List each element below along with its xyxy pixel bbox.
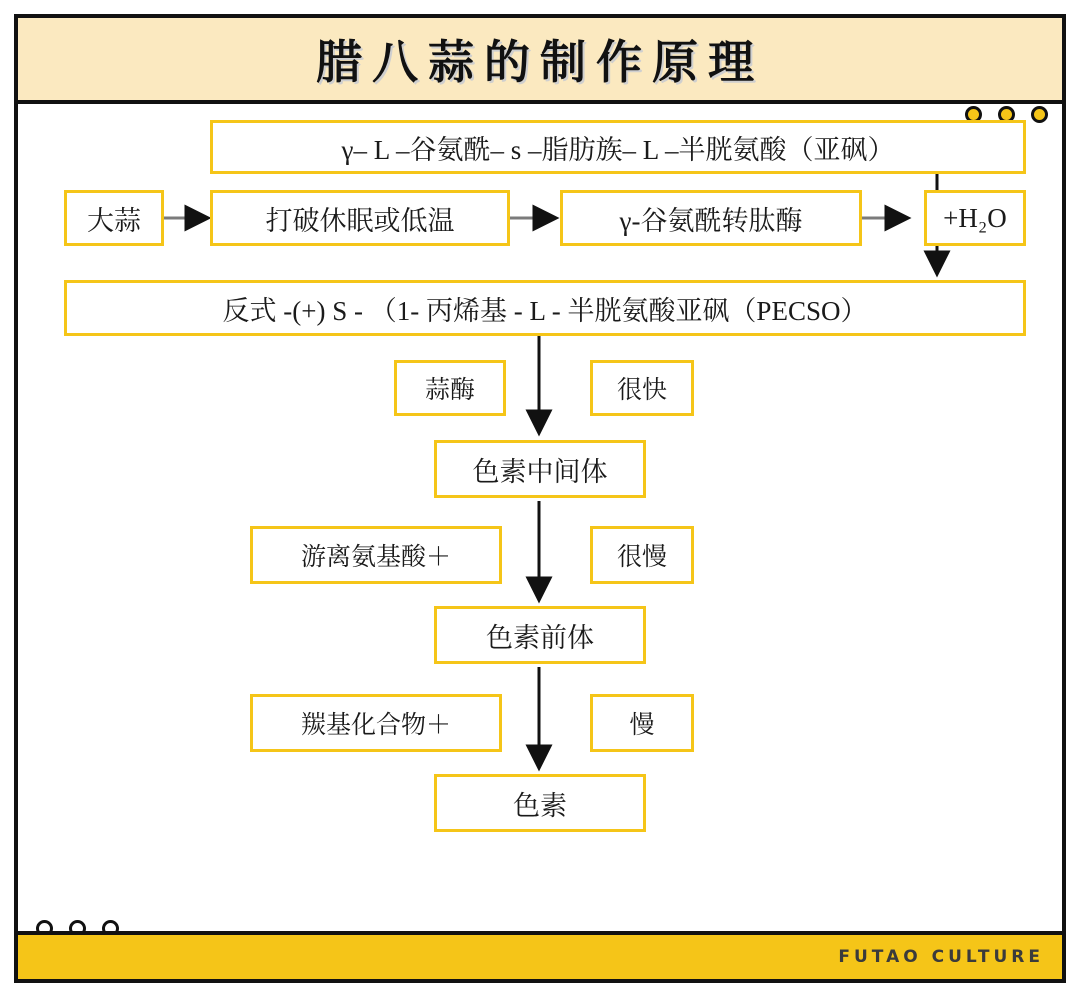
node-label: γ– L –谷氨酰– s –脂肪族– L –半胱氨酸（亚砜）	[341, 134, 895, 165]
node-label: 色素前体	[486, 622, 594, 653]
node-label: 慢	[629, 712, 655, 739]
node-label: 大蒜	[87, 205, 141, 236]
node-very-slow	[590, 526, 694, 584]
diagram-canvas	[18, 104, 1062, 939]
node-slow	[590, 694, 694, 752]
poster-frame	[14, 14, 1066, 983]
title-band	[18, 18, 1062, 104]
node-pigment-intermediate	[434, 440, 646, 498]
node-label: 很慢	[616, 544, 667, 571]
node-label: +H₂O	[943, 202, 1007, 233]
footer-bar	[18, 931, 1062, 979]
node-precursor	[210, 120, 1026, 174]
node-transpeptidase	[560, 190, 862, 246]
node-label: 羰基化合物＋	[300, 712, 451, 739]
node-label: 游离氨基酸＋	[300, 544, 451, 571]
node-label: 打破休眠或低温	[265, 205, 455, 236]
page-title: 腊八蒜的制作原理	[316, 35, 764, 89]
node-label: 蒜酶	[424, 377, 475, 404]
node-very-fast	[590, 360, 694, 416]
node-carbonyl-compounds	[250, 694, 502, 752]
node-allinase	[394, 360, 506, 416]
brand-label: FUTAO CULTURE	[838, 947, 1044, 967]
node-pigment-precursor	[434, 606, 646, 664]
node-label: 色素	[513, 790, 567, 821]
node-free-amino-acids	[250, 526, 502, 584]
node-dormancy	[210, 190, 510, 246]
node-label: 很快	[616, 377, 667, 404]
node-pecso	[64, 280, 1026, 336]
node-label: γ-谷氨酰转肽酶	[619, 205, 803, 236]
node-garlic	[64, 190, 164, 246]
node-pigment	[434, 774, 646, 832]
node-label: 反式 -(+) S - （1- 丙烯基 - L - 半胱氨酸亚砜（PECSO）	[222, 295, 868, 326]
node-water	[924, 190, 1026, 246]
node-label: 色素中间体	[472, 456, 608, 487]
